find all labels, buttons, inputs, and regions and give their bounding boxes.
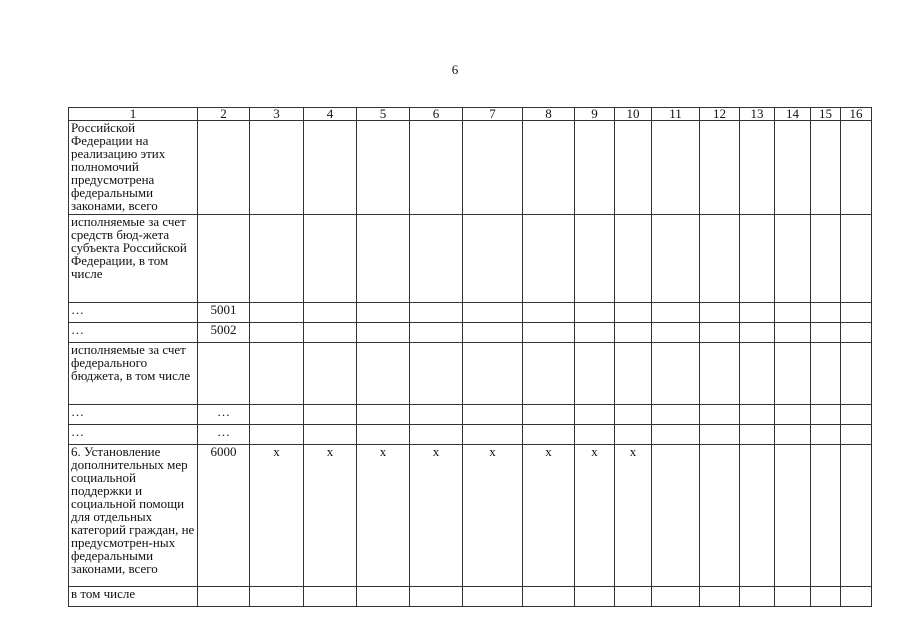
table-row: [69, 587, 872, 607]
row-cell-col-12: [700, 323, 740, 343]
row-cell-col-14: [775, 587, 811, 607]
row-cell-col-6: [410, 343, 463, 405]
row-description: …: [69, 303, 198, 323]
row-cell-col-14: [775, 121, 811, 215]
row-cell-col-8: [523, 587, 575, 607]
row-cell-col-13: [740, 343, 775, 405]
row-cell-col-3: [250, 425, 304, 445]
row-cell-col-15: [811, 343, 841, 405]
row-cell-col-6: [410, 587, 463, 607]
row-cell-col-4: [304, 587, 357, 607]
row-cell-col-4: [304, 323, 357, 343]
row-description: исполняемые за счет средств бюд-жета субъекта Российской Федерации, в том числе: [69, 215, 198, 303]
row-cell-col-7: [463, 405, 523, 425]
row-cell-col-8: x: [523, 445, 575, 587]
row-cell-col-3: [250, 215, 304, 303]
row-cell-col-15: [811, 405, 841, 425]
row-cell-col-6: x: [410, 445, 463, 587]
table-row: [69, 121, 872, 215]
row-cell-col-16: [841, 121, 872, 215]
row-cell-col-7: [463, 343, 523, 405]
row-description: в том числе: [69, 587, 198, 607]
row-cell-col-10: [615, 215, 652, 303]
column-header-7: 7: [463, 108, 523, 121]
row-cell-col-8: [523, 343, 575, 405]
row-cell-col-13: [740, 425, 775, 445]
row-cell-col-11: [652, 405, 700, 425]
row-cell-col-12: [700, 587, 740, 607]
row-cell-col-3: [250, 343, 304, 405]
row-cell-col-16: [841, 215, 872, 303]
row-cell-col-10: [615, 303, 652, 323]
column-header-1: 1: [69, 108, 198, 121]
row-cell-col-16: [841, 303, 872, 323]
row-cell-col-8: [523, 323, 575, 343]
row-cell-col-14: [775, 215, 811, 303]
table-row: [69, 323, 872, 343]
row-cell-col-10: [615, 405, 652, 425]
row-code: [198, 587, 250, 607]
row-cell-col-9: [575, 425, 615, 445]
row-cell-col-8: [523, 215, 575, 303]
row-cell-col-13: [740, 323, 775, 343]
column-header-16: 16: [841, 108, 872, 121]
row-description: …: [69, 425, 198, 445]
row-cell-col-13: [740, 445, 775, 587]
row-cell-col-3: [250, 121, 304, 215]
column-header-10: 10: [615, 108, 652, 121]
row-code: [198, 215, 250, 303]
column-header-14: 14: [775, 108, 811, 121]
row-cell-col-6: [410, 303, 463, 323]
row-cell-col-9: [575, 587, 615, 607]
row-cell-col-4: [304, 303, 357, 323]
row-cell-col-13: [740, 405, 775, 425]
row-cell-col-15: [811, 323, 841, 343]
row-description: Российской Федерации на реализацию этих полномочий предусмотрена федеральными законами, всего: [69, 121, 198, 215]
row-cell-col-12: [700, 343, 740, 405]
row-cell-col-7: [463, 425, 523, 445]
row-cell-col-11: [652, 215, 700, 303]
row-cell-col-9: [575, 343, 615, 405]
row-cell-col-7: [463, 215, 523, 303]
row-description: исполняемые за счет федерального бюджета, в том числе: [69, 343, 198, 405]
row-cell-col-6: [410, 425, 463, 445]
row-code: 6000: [198, 445, 250, 587]
row-cell-col-10: [615, 343, 652, 405]
row-cell-col-4: [304, 425, 357, 445]
row-description: 6. Установление дополнительных мер социальной поддержки и социальной помощи для отдельных категорий граждан, не предусмотрен-ных федеральными законами, всего: [69, 445, 198, 587]
table-row: [69, 303, 872, 323]
row-cell-col-11: [652, 343, 700, 405]
table-row: [69, 405, 872, 425]
row-cell-col-16: [841, 343, 872, 405]
row-code: 5001: [198, 303, 250, 323]
table-row: [69, 445, 872, 587]
row-cell-col-8: [523, 303, 575, 323]
column-header-3: 3: [250, 108, 304, 121]
row-cell-col-15: [811, 121, 841, 215]
row-cell-col-3: x: [250, 445, 304, 587]
row-cell-col-12: [700, 121, 740, 215]
row-cell-col-3: [250, 405, 304, 425]
row-cell-col-14: [775, 323, 811, 343]
row-cell-col-7: x: [463, 445, 523, 587]
column-header-11: 11: [652, 108, 700, 121]
row-cell-col-5: [357, 587, 410, 607]
row-cell-col-10: [615, 425, 652, 445]
column-header-4: 4: [304, 108, 357, 121]
row-cell-col-5: [357, 323, 410, 343]
row-cell-col-6: [410, 121, 463, 215]
row-cell-col-4: x: [304, 445, 357, 587]
row-cell-col-12: [700, 405, 740, 425]
row-cell-col-9: [575, 303, 615, 323]
row-cell-col-13: [740, 303, 775, 323]
row-code: …: [198, 425, 250, 445]
row-cell-col-15: [811, 587, 841, 607]
column-header-13: 13: [740, 108, 775, 121]
row-cell-col-12: [700, 215, 740, 303]
row-cell-col-3: [250, 587, 304, 607]
page-number: 6: [451, 62, 459, 77]
table-row: [69, 215, 872, 303]
report-table: [68, 107, 872, 607]
row-cell-col-6: [410, 405, 463, 425]
row-code: [198, 121, 250, 215]
row-cell-col-13: [740, 121, 775, 215]
row-cell-col-7: [463, 121, 523, 215]
row-cell-col-4: [304, 405, 357, 425]
row-cell-col-4: [304, 215, 357, 303]
row-cell-col-11: [652, 323, 700, 343]
row-cell-col-16: [841, 587, 872, 607]
row-cell-col-12: [700, 445, 740, 587]
row-cell-col-5: [357, 121, 410, 215]
row-cell-col-4: [304, 121, 357, 215]
row-cell-col-7: [463, 587, 523, 607]
row-cell-col-14: [775, 343, 811, 405]
column-header-6: 6: [410, 108, 463, 121]
row-cell-col-14: [775, 405, 811, 425]
row-cell-col-5: [357, 303, 410, 323]
row-cell-col-9: [575, 215, 615, 303]
row-cell-col-15: [811, 425, 841, 445]
row-cell-col-11: [652, 121, 700, 215]
row-cell-col-14: [775, 445, 811, 587]
row-code: 5002: [198, 323, 250, 343]
row-cell-col-3: [250, 303, 304, 323]
row-code: [198, 343, 250, 405]
row-cell-col-14: [775, 425, 811, 445]
row-cell-col-5: [357, 215, 410, 303]
column-header-8: 8: [523, 108, 575, 121]
row-cell-col-11: [652, 445, 700, 587]
row-cell-col-12: [700, 425, 740, 445]
row-cell-col-6: [410, 215, 463, 303]
table-row: [69, 425, 872, 445]
table-header-row: [69, 108, 872, 121]
row-cell-col-15: [811, 215, 841, 303]
row-cell-col-16: [841, 405, 872, 425]
row-cell-col-16: [841, 445, 872, 587]
row-cell-col-8: [523, 121, 575, 215]
row-cell-col-15: [811, 303, 841, 323]
row-cell-col-9: x: [575, 445, 615, 587]
row-cell-col-5: [357, 405, 410, 425]
row-cell-col-10: [615, 587, 652, 607]
row-cell-col-11: [652, 587, 700, 607]
row-description: …: [69, 323, 198, 343]
row-cell-col-4: [304, 343, 357, 405]
table-body: [69, 108, 872, 607]
row-cell-col-9: [575, 121, 615, 215]
row-cell-col-14: [775, 303, 811, 323]
row-cell-col-7: [463, 323, 523, 343]
row-cell-col-8: [523, 425, 575, 445]
row-cell-col-6: [410, 323, 463, 343]
column-header-12: 12: [700, 108, 740, 121]
column-header-2: 2: [198, 108, 250, 121]
row-cell-col-16: [841, 323, 872, 343]
row-cell-col-9: [575, 405, 615, 425]
row-cell-col-5: x: [357, 445, 410, 587]
column-header-5: 5: [357, 108, 410, 121]
row-cell-col-11: [652, 425, 700, 445]
row-cell-col-9: [575, 323, 615, 343]
row-cell-col-10: [615, 121, 652, 215]
row-cell-col-7: [463, 303, 523, 323]
column-header-15: 15: [811, 108, 841, 121]
row-cell-col-15: [811, 445, 841, 587]
row-cell-col-5: [357, 343, 410, 405]
row-cell-col-12: [700, 303, 740, 323]
row-cell-col-11: [652, 303, 700, 323]
row-cell-col-8: [523, 405, 575, 425]
table-row: [69, 343, 872, 405]
row-cell-col-10: [615, 323, 652, 343]
row-cell-col-13: [740, 215, 775, 303]
row-cell-col-5: [357, 425, 410, 445]
row-cell-col-10: x: [615, 445, 652, 587]
row-code: …: [198, 405, 250, 425]
row-cell-col-13: [740, 587, 775, 607]
row-cell-col-3: [250, 323, 304, 343]
row-description: …: [69, 405, 198, 425]
column-header-9: 9: [575, 108, 615, 121]
row-cell-col-16: [841, 425, 872, 445]
